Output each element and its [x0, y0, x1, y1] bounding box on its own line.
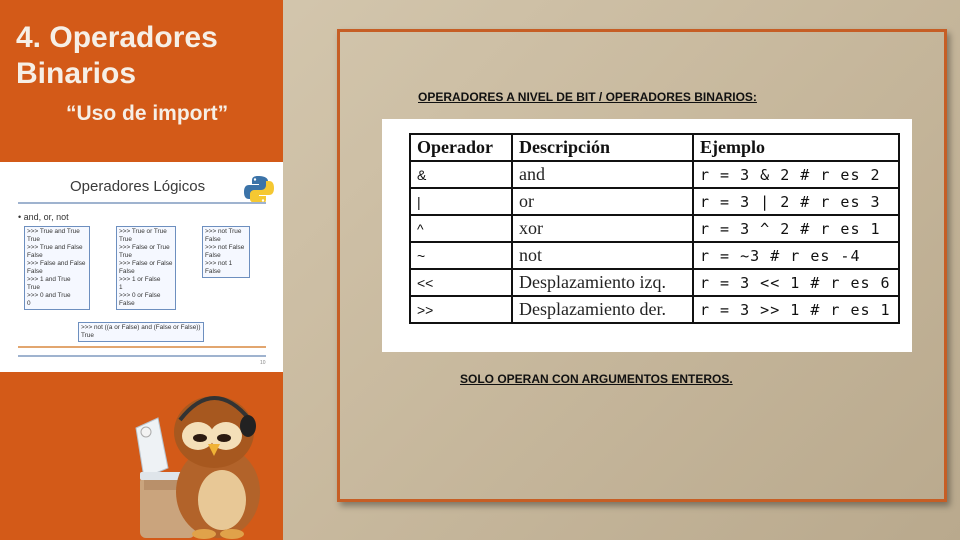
table-header-row [410, 134, 899, 161]
table-row [410, 269, 899, 296]
operator-cell: ~ [410, 242, 512, 269]
title-line-2: Binarios [16, 57, 137, 90]
example-cell: r = 3 >> 1 # r es 1 [693, 296, 899, 323]
example-cell: r = ~3 # r es -4 [693, 242, 899, 269]
operator-cell: | [410, 188, 512, 215]
example-cell: r = 3 | 2 # r es 3 [693, 188, 899, 215]
footnote: SOLO OPERAN CON ARGUMENTOS ENTEROS. [460, 372, 733, 386]
previous-slide-thumbnail [0, 162, 283, 372]
table-row [410, 215, 899, 242]
operator-cell: >> [410, 296, 512, 323]
header-descripcion: Descripción [512, 134, 693, 161]
left-panel [0, 0, 283, 540]
description-cell: or [512, 188, 693, 215]
description-cell: xor [512, 215, 693, 242]
code-box-not: >>> not True False >>> not False False >>> not 1 False [202, 226, 250, 278]
thumbnail-bullet: • and, or, not [18, 212, 69, 222]
slide-title [16, 20, 218, 92]
description-cell: not [512, 242, 693, 269]
header-ejemplo: Ejemplo [693, 134, 899, 161]
thumbnail-page-number: 10 [260, 360, 266, 366]
slide-subtitle: “Uso de import” [66, 102, 229, 125]
table-row [410, 296, 899, 323]
table-row [410, 242, 899, 269]
owl-mascot-icon [120, 380, 270, 540]
table-row [410, 161, 899, 188]
code-box-or: >>> True or True True >>> False or True True >>> False or False False >>> 1 or False 1 >>> 0 or False False [116, 226, 176, 310]
code-box-and: >>> True and True True >>> True and False False >>> False and False False >>> 1 and True True >>> 0 and True 0 [24, 226, 90, 310]
example-cell: r = 3 & 2 # r es 2 [693, 161, 899, 188]
thumbnail-bottom-rule-blue [18, 355, 266, 357]
operator-cell: ^ [410, 215, 512, 242]
thumbnail-title: Operadores Lógicos [70, 178, 206, 195]
table-heading: OPERADORES A NIVEL DE BIT / OPERADORES BINARIOS: [418, 90, 757, 104]
code-box-combined: >>> not ((a or False) and (False or False)) True [78, 322, 204, 342]
operator-cell: << [410, 269, 512, 296]
example-cell: r = 3 << 1 # r es 6 [693, 269, 899, 296]
description-cell: Desplazamiento izq. [512, 269, 693, 296]
title-line-1: 4. Operadores [16, 21, 218, 54]
description-cell: Desplazamiento der. [512, 296, 693, 323]
table-row [410, 188, 899, 215]
thumbnail-bottom-rule-orange [18, 346, 266, 348]
operators-table-image [382, 119, 912, 352]
operator-cell: & [410, 161, 512, 188]
example-cell: r = 3 ^ 2 # r es 1 [693, 215, 899, 242]
thumbnail-top-rule [18, 202, 266, 204]
header-operador: Operador [410, 134, 512, 161]
description-cell: and [512, 161, 693, 188]
operators-table [409, 133, 900, 324]
